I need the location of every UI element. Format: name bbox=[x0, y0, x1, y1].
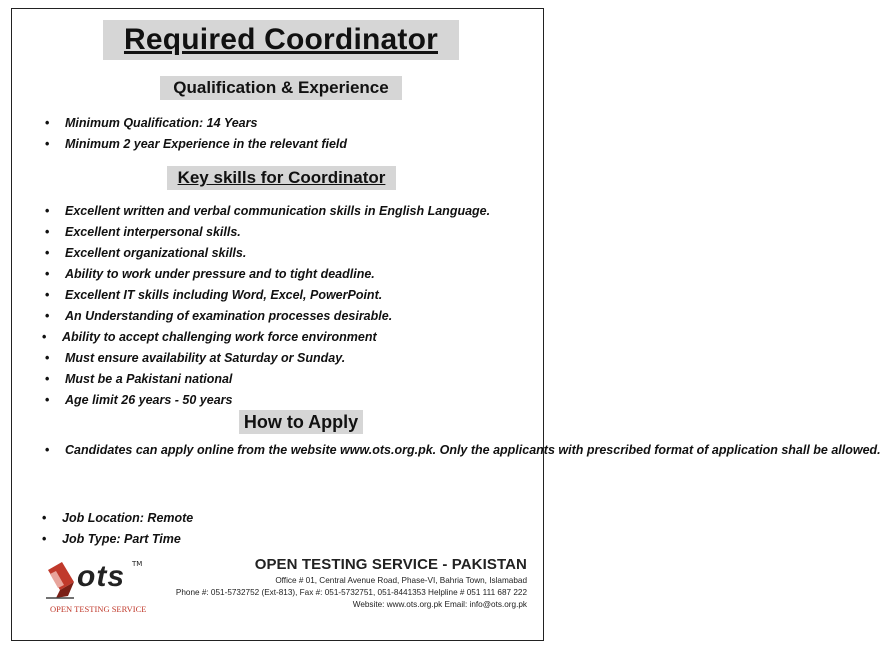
list-item: • Excellent IT skills including Word, Excel, PowerPoint. bbox=[45, 287, 490, 308]
skills-list bbox=[45, 203, 490, 413]
apply-heading: How to Apply bbox=[239, 410, 363, 434]
org-contact-block bbox=[176, 555, 527, 611]
list-item: • Ability to work under pressure and to tight deadline. bbox=[45, 266, 490, 287]
list-item: • Age limit 26 years - 50 years bbox=[45, 392, 490, 413]
list-item: • Job Location: Remote bbox=[42, 510, 193, 531]
list-item: • Excellent interpersonal skills. bbox=[45, 224, 490, 245]
list-item: • Must ensure availability at Saturday or Sunday. bbox=[45, 350, 490, 371]
list-item: • Minimum Qualification: 14 Years bbox=[45, 115, 347, 136]
list-item: • Ability to accept challenging work force environment bbox=[42, 329, 487, 350]
apply-list bbox=[45, 440, 881, 460]
list-item: • Excellent organizational skills. bbox=[45, 245, 490, 266]
org-name: OPEN TESTING SERVICE - PAKISTAN bbox=[254, 556, 527, 573]
page-title: Required Coordinator bbox=[103, 20, 459, 60]
list-item: • Excellent written and verbal communication skills in English Language. bbox=[45, 203, 490, 224]
qualification-list bbox=[45, 115, 347, 157]
logo-brand: ots bbox=[77, 560, 125, 593]
job-details-list bbox=[42, 510, 193, 552]
ots-logo bbox=[44, 558, 147, 618]
list-item: • Minimum 2 year Experience in the relevant field bbox=[45, 136, 347, 157]
list-item: • Must be a Pakistani national bbox=[45, 371, 490, 392]
org-address: Office # 01, Central Avenue Road, Phase-VI, Bahria Town, Islamabad bbox=[275, 576, 527, 585]
qualification-heading: Qualification & Experience bbox=[160, 76, 402, 100]
org-phone: Phone #: 051-5732752 (Ext-813), Fax #: 051-5732751, 051-8441353 Helpline # 051 111 687 222 bbox=[175, 588, 527, 597]
pencil-mark-icon bbox=[44, 560, 78, 600]
skills-heading: Key skills for Coordinator bbox=[167, 166, 396, 190]
list-item: • Candidates can apply online from the website www.ots.org.pk. Only the applicants with prescribed format of application shall be allowed. bbox=[45, 440, 535, 460]
org-website: Website: www.ots.org.pk Email: info@ots.org.pk bbox=[352, 600, 527, 609]
logo-trademark: TM bbox=[132, 560, 143, 568]
logo-subtitle: OPEN TESTING SERVICE bbox=[50, 604, 147, 614]
list-item: • Job Type: Part Time bbox=[42, 531, 193, 552]
list-item: • An Understanding of examination processes desirable. bbox=[45, 308, 490, 329]
